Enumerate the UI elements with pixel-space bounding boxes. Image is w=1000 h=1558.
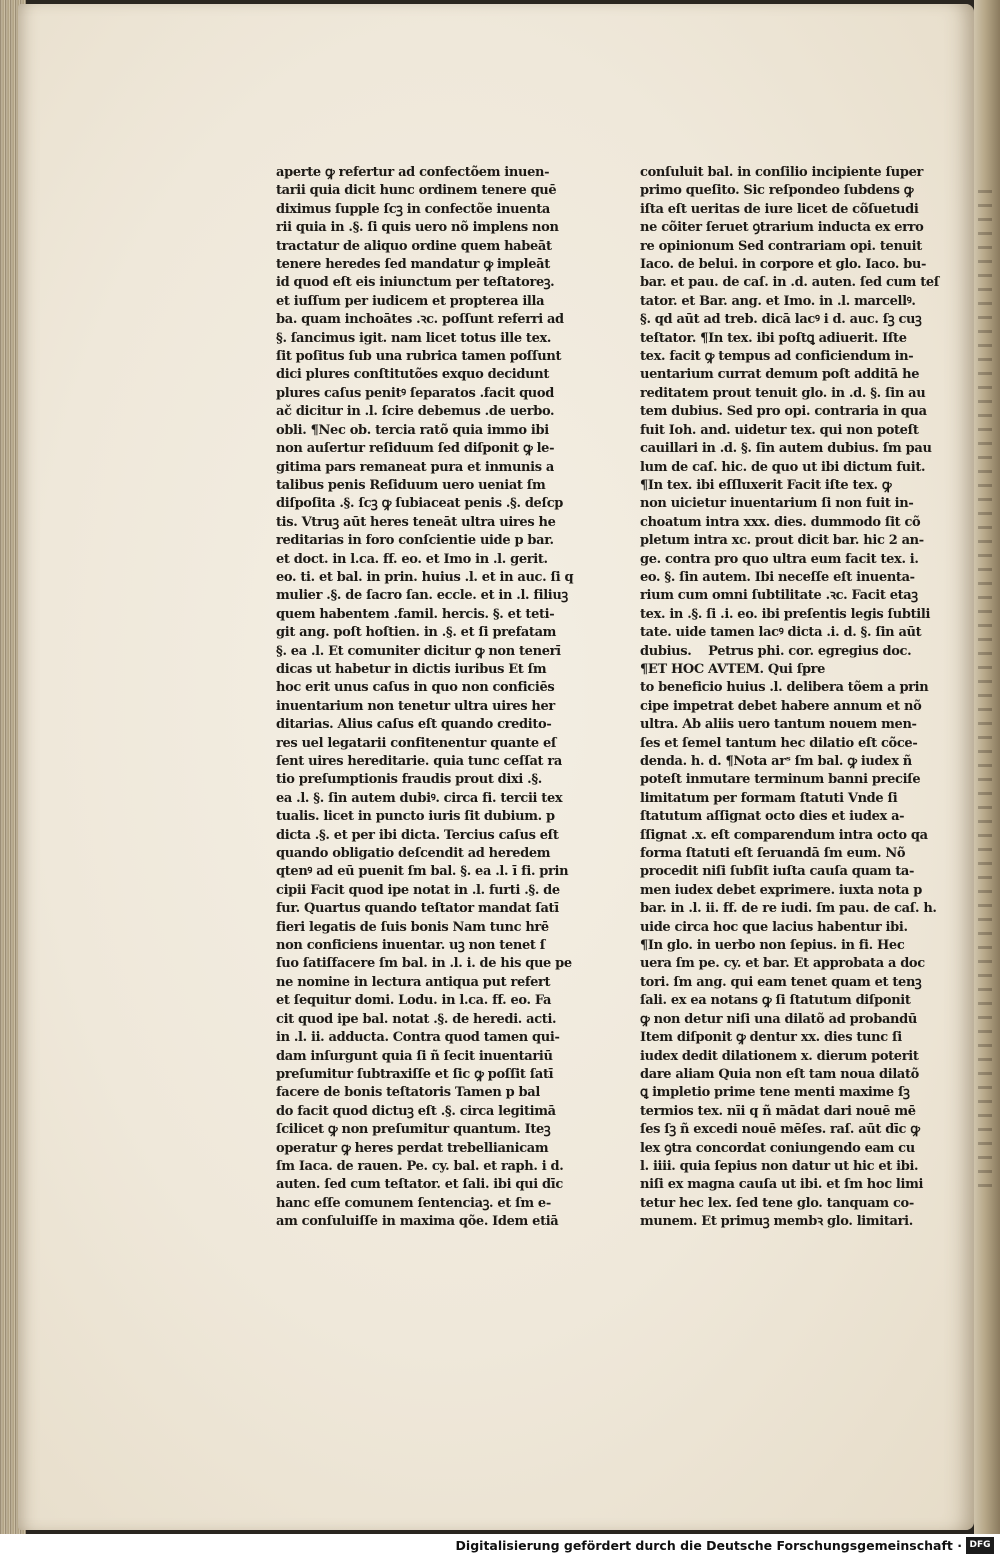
funding-credit: Digitalisierung gefördert durch die Deutsche Forschungsgemeinschaft ·	[455, 1538, 962, 1553]
book-page	[18, 4, 974, 1530]
right-binding-edge	[974, 0, 1000, 1534]
footer-bar	[0, 1534, 1000, 1558]
bleed-through-marks	[978, 190, 992, 1190]
right-text-column: conſuluit bal. in conſilio incipiente ſuper primo queſito. Sic reſpondeo ſubdens ꝙ iſta eſt ueritas de iure licet de cõſuetudi ne cõiter ſeruet ꝯtrarium inducta ex erro re opinionum Sed contrariam opi. tenuit Iaco. de belui. in corpore et glo. Iaco. bu- bar. et pau. de caſ. in .d. auten. ſed cum teſ tator. et Bar. ang. et Imo. in .l. marcellꝰ. §. qd aūt ad treb. dicā lacꝰ i d. auc. ſꝫ cuꝫ teſtator. ¶In tex. ibi poſtꝗ adiuerit. Iſte tex. facit ꝙ tempus ad conficiendum in- uentarium currat demum poſt additā he reditatem prout tenuit glo. in .d. §. ſin au tem dubius. Sed pro opi. contraria in qua fuit Ioh. and. uidetur tex. qui non poteſt cauillari in .d. §. ſin autem dubius. ſm pau lum de caſ. hic. de quo ut ibi dictum fuit. ¶In tex. ibi eſſluxerit Facit iſte tex. ꝙ non uicietur inuentarium ſi non fuit in- choatum intra xxx. dies. dummodo ſit cõ pletum intra xc. prout dicit bar. hic 2 an- ge. contra pro quo ultra eum facit tex. i. eo. §. ſin autem. Ibi neceſſe eſt inuenta- rium cum omni ſubtilitate .ꝛc. Facit etaꝫ tex. in .§. ſi .i. eo. ibi preſentis legis ſubtili tate. uide tamen lacꝰ dicta .i. d. §. ſin aūt dubius. Petrus phi. cor. egregius doc. ¶ET HOC AVTEM. Qui ſpre to beneficio huius .l. delibera tõem a prin cipe impetrat debet habere annum et nõ ultra. Ab aliis uero tantum nouem men- ſes et ſemel tantum hec dilatio eſt cõce- denda. h. d. ¶Nota arˢ ſm bal. ꝙ iudex ñ poteſt inmutare terminum banni preciſe limitatum per formam ſtatuti Vnde ſi ſtatutum aſſignat octo dies et iudex a- ſſignat .x. eſt comparendum intra octo qa forma ſtatuti eſt ſeruandā ſm eum. Nõ procedit niſi ſubſit iuſta cauſa quam ta- men iudex debet exprimere. iuxta nota p bar. in .l. ii. ff. de re iudi. ſm pau. de caſ. h. uide circa hoc que lacius habentur ibi. ¶In glo. in uerbo non ſepius. in fi. Hec uera ſm pe. cy. et bar. Et approbata a doc tori. ſm ang. qui eam tenet quam et tenꝫ ſali. ex ea notans ꝙ ſi ſtatutum diſponit ꝙ non detur niſi una dilatõ ad probandū Item diſponit ꝙ dentur xx. dies tunc ſi iudex dedit dilationem x. dierum poterit dare aliam Quia non eſt tam noua dilatõ ꝗ impletio prime tene menti maxime ſꝫ termios tex. nīi q ñ mādat dari nouē mē ſes ſꝫ ñ excedi nouē mēſes. raſ. aūt dīc ꝙ lex ꝯtra concordat coniungendo eam cu l. iiii. quia ſepius non datur ut hic et ibi. niſi ex magna cauſa ut ibi. et ſm hoc limi tetur hec lex. ſed tene glo. tanquam co- munem. Et primuꝫ membꝛ glo. limitari.	[640, 165, 940, 1230]
left-text-column: aperte ꝙ refertur ad confectõem inuen- tarii quia dicit hunc ordinem tenere quē diximus ſupple ſcꝫ in confectõe inuenta rii quia in .§. ſi quis uero nõ implens non tractatur de aliquo ordine quem habeāt tenere heredes ſed mandatur ꝙ impleāt id quod eſt eis iniunctum per teſtatoreꝫ. et iuſſum per iudicem et propterea illa ba. quam inchoātes .ꝛc. poſſunt referri ad §. ſancimus igit. nam licet totus ille tex. ſit poſitus ſub una rubrica tamen poſſunt dici plures conſtitutões exquo decidunt plures caſus penitꝰ ſeparatos .facit quod ač dicitur in .l. ſcire debemus .de uerbo. obli. ¶Nec ob. tercia ratõ quia immo ibi non auſertur reſiduum ſed diſponit ꝙ le- gitima pars remaneat pura et inmunis a talibus penis Reſiduum uero ueniat ſm diſpoſita .§. ſcꝫ ꝙ ſubiaceat penis .§. deſcp tis. Vtruꝫ aūt heres teneāt ultra uires he reditarias in foro conſcientie uide p bar. et doct. in l.ca. ff. eo. et Imo in .l. gerit. eo. ti. et bal. in prin. huius .l. et in auc. ſi q mulier .§. de ſacro ſan. eccle. et in .l. filiuꝫ quem habentem .famil. hercis. §. et teti- git ang. poſt hoſtien. in .§. et ſi prefatam §. ea .l. Et comuniter dicitur ꝙ non tenerī dicas ut habetur in dictis iuribus Et ſm hoc erit unus caſus in quo non conficiēs inuentarium non tenetur ultra uires her ditarias. Alius caſus eſt quando credito- res uel legatarii confitenentur quante eſ ſent uires hereditarie. quia tunc ceſſat ra tio preſumptionis fraudis prout dixi .§. ea .l. §. ſin autem dubiꝰ. circa fi. tercii tex tualis. licet in puncto iuris ſit dubium. p dicta .§. et per ibi dicta. Tercius caſus eſt quando obligatio deſcendit ad heredem qtenꝰ ad eū puenit ſm bal. §. ea .l. ī fi. prin cipii Facit quod ipe notat in .l. furti .§. de fur. Quartus quando teſtator mandat ſatī fieri legatis de ſuis bonis Nam tunc hrē non conficiens inuentar. uꝫ non tenet ſ ſuo ſatiſfacere ſm bal. in .l. i. de his que pe ne nomine in lectura antiqua put refert et ſequitur domi. Lodu. in l.ca. ff. eo. Fa cit quod ipe bal. notat .§. de heredi. acti. in .l. ii. adducta. Contra quod tamen qui- dam inſurgunt quia ſi ñ ſecit inuentariū preſumitur ſubtraxiſſe et ſic ꝙ poſſit ſatī facere de bonis teſtatoris Tamen p bal do facit quod dictuꝫ eſt .§. circa legitimā ſcilicet ꝙ non preſumitur quantum. Iteꝫ operatur ꝙ heres perdat trebellianicam ſm Iaca. de rauen. Pe. cy. bal. et raph. i d. auten. ſed cum teſtator. et ſali. ibi qui dīc hanc eſſe comunem ſentenciaꝫ. et ſm e- am conſuluiſſe in maxima qõe. Idem etiā	[276, 165, 574, 1230]
dfg-logo: DFG	[966, 1537, 994, 1554]
